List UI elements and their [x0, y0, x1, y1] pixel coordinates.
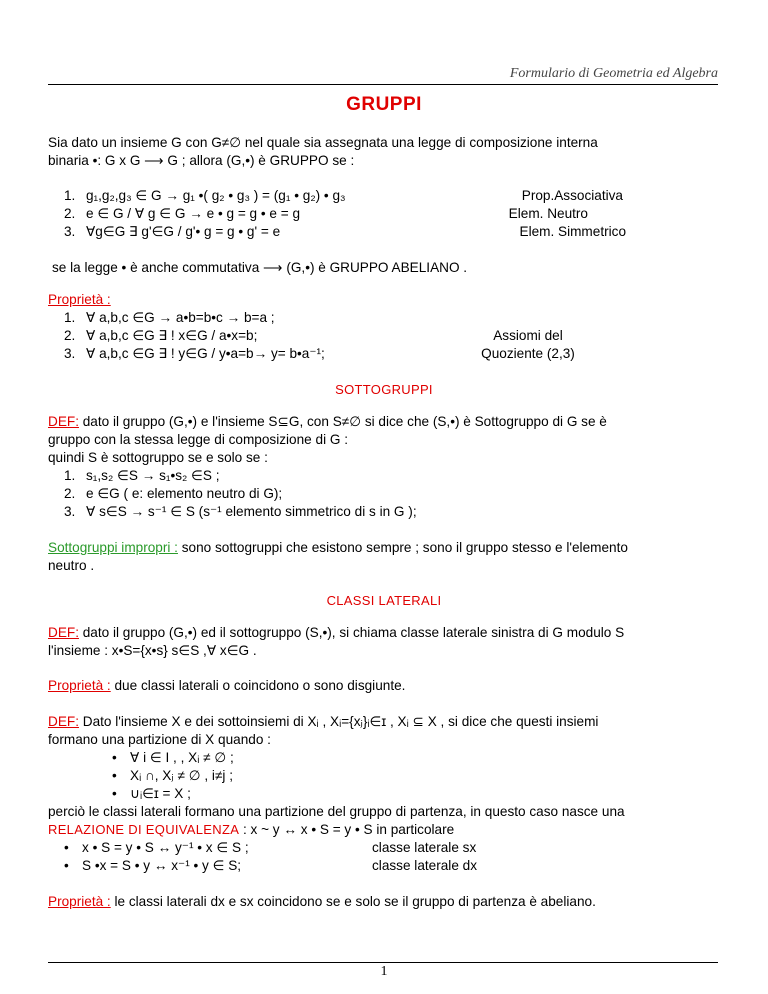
axiom-2-text: e ∈ G / ∀ g ∈ G → e • g = g • e = g	[86, 206, 301, 221]
right-coset-formula: • S •x = S • y ↔ x⁻¹ • y ∈ S;	[64, 858, 242, 873]
property-1-num: 1.	[64, 310, 76, 325]
intro-line-2: binaria •: G x G ⟶ G ; allora (G,•) è GRUPPO se :	[48, 153, 355, 168]
partition-def-line-2: formano una partizione di X quando :	[48, 732, 271, 747]
axiom-1-label: Prop.Associativa	[521, 188, 623, 203]
sottogruppo-condition-2: 2. e ∈G ( e: elemento neutro di G);	[64, 486, 283, 501]
property-3	[64, 345, 325, 363]
property-1	[64, 309, 275, 327]
axiom-2-num: 2.	[64, 206, 76, 221]
page-title: GRUPPI	[346, 94, 422, 115]
bullet-icon: •	[64, 840, 69, 855]
equivalence-text: : x ~ y ↔ x • S = y • S in particolare	[242, 822, 455, 837]
classi-def-line-2: l'insieme : x•S={x•s} s∈S ,∀ x∈G .	[48, 643, 257, 658]
bullet-icon: •	[112, 768, 117, 783]
axiom-2-label: Elem. Neutro	[508, 206, 588, 221]
final-property	[48, 893, 596, 911]
bullet-icon: •	[64, 858, 69, 873]
property-3-text: ∀ a,b,c ∈G ∃ ! y∈G / y•a=b→ y= b•a⁻¹;	[86, 346, 325, 361]
section-heading-classi-laterali: CLASSI LATERALI	[326, 593, 442, 608]
partition-def-text: Dato l'insieme X e dei sottoinsiemi di Xᵢ , Xᵢ={xⱼ}ᵢ∈ɪ , Xᵢ ⊆ X , si dice che questi insiemi	[82, 714, 599, 729]
final-property-text: le classi laterali dx e sx coincidono se e solo se il gruppo di partenza è abeliano.	[114, 894, 596, 909]
partition-def-line-1	[48, 713, 598, 731]
axiom-1-num: 1.	[64, 188, 76, 203]
partition-def-label: DEF:	[48, 714, 79, 729]
axiom-3-label: Elem. Simmetrico	[519, 224, 626, 239]
partition-bullet-2: • Xᵢ ∩, Xⱼ ≠ ∅ , i≠j ;	[112, 768, 233, 783]
improper-line-2: neutro .	[48, 558, 95, 573]
final-property-label: Proprietà :	[48, 894, 111, 909]
quotient-note-line-1: Assiomi del	[493, 328, 563, 343]
equivalence-relation	[48, 821, 454, 839]
page-number: 1	[380, 964, 388, 979]
axiom-3-num: 3.	[64, 224, 76, 239]
property-3-num: 3.	[64, 346, 76, 361]
bullet-icon: •	[112, 750, 117, 765]
property-1-text: ∀ a,b,c ∈G → a•b=b•c → b=a ;	[86, 310, 275, 325]
property-2	[64, 327, 257, 345]
partition-conclusion: perciò le classi laterali formano una partizione del gruppo di partenza, in questo caso nasce una	[48, 804, 625, 819]
classi-def-label: DEF:	[48, 625, 79, 640]
left-coset-formula: • x • S = y • S ↔ y⁻¹ • x ∈ S ;	[64, 840, 249, 855]
property-2-text: ∀ a,b,c ∈G ∃ ! x∈G / a•x=b;	[86, 328, 258, 343]
right-coset-label: classe laterale dx	[372, 858, 478, 873]
improper-line-1	[48, 539, 716, 557]
classi-property-text: due classi laterali o coincidono o sono disgiunte.	[114, 678, 406, 693]
improper-label: Sottogruppi impropri :	[48, 540, 178, 555]
improper-text: sono sottogruppi che esistono sempre ; sono il gruppo stesso e l'elemento	[181, 540, 628, 555]
sottogruppi-def-line-3: quindi S è sottogruppo se e solo se :	[48, 450, 268, 465]
quotient-note-line-2: Quoziente (2,3)	[481, 346, 575, 361]
partition-bullet-1: • ∀ i ∈ I , , Xᵢ ≠ ∅ ;	[112, 750, 234, 765]
left-coset-label: classe laterale sx	[372, 840, 477, 855]
abelian-statement: se la legge • è anche commutativa ⟶ (G,•) è GRUPPO ABELIANO .	[52, 260, 468, 275]
sottogruppi-def-label: DEF:	[48, 414, 79, 429]
classi-property-label: Proprietà :	[48, 678, 111, 693]
axiom-3	[64, 223, 280, 241]
property-2-num: 2.	[64, 328, 76, 343]
sottogruppo-condition-1: 1. s₁,s₂ ∈S → s₁•s₂ ∈S ;	[64, 468, 220, 483]
classi-property	[48, 677, 405, 695]
axiom-3-text: ∀g∈G ∃ g'∈G / g'• g = g • g' = e	[86, 224, 281, 239]
bullet-icon: •	[112, 786, 117, 801]
classi-def-text: dato il gruppo (G,•) ed il sottogruppo (S,•), si chiama classe laterale sinistra di G modulo S	[82, 625, 625, 640]
partition-bullet-3: • ∪ᵢ∈ɪ = X ;	[112, 786, 191, 801]
sottogruppo-condition-3: 3. ∀ s∈S → s⁻¹ ∈ S (s⁻¹ elemento simmetrico di s in G );	[64, 504, 417, 519]
sottogruppi-def-line-1	[48, 413, 716, 431]
axiom-2	[64, 205, 300, 223]
axiom-1-text: g₁,g₂,g₃ ∈ G → g₁ •( g₂ • g₃ ) = (g₁ • g₂) • g₃	[86, 188, 346, 203]
sottogruppi-def-text: dato il gruppo (G,•) e l'insieme S⊆G, con S≠∅ si dice che (S,•) è Sottogruppo di G se è	[82, 414, 607, 429]
properties-heading: Proprietà :	[48, 292, 111, 307]
sottogruppi-def-line-2: gruppo con la stessa legge di composizione di G :	[48, 432, 348, 447]
section-heading-sottogruppi: SOTTOGRUPPI	[335, 382, 433, 397]
header-rule	[48, 84, 718, 85]
footer-rule	[48, 962, 718, 963]
axiom-1	[64, 187, 346, 205]
intro-line-1: Sia dato un insieme G con G≠∅ nel quale sia assegnata una legge di composizione interna	[48, 135, 598, 150]
classi-def-line-1	[48, 624, 716, 642]
equivalence-label: RELAZIONE DI EQUIVALENZA	[48, 822, 240, 837]
running-header: Formulario di Geometria ed Algebra	[509, 66, 718, 81]
